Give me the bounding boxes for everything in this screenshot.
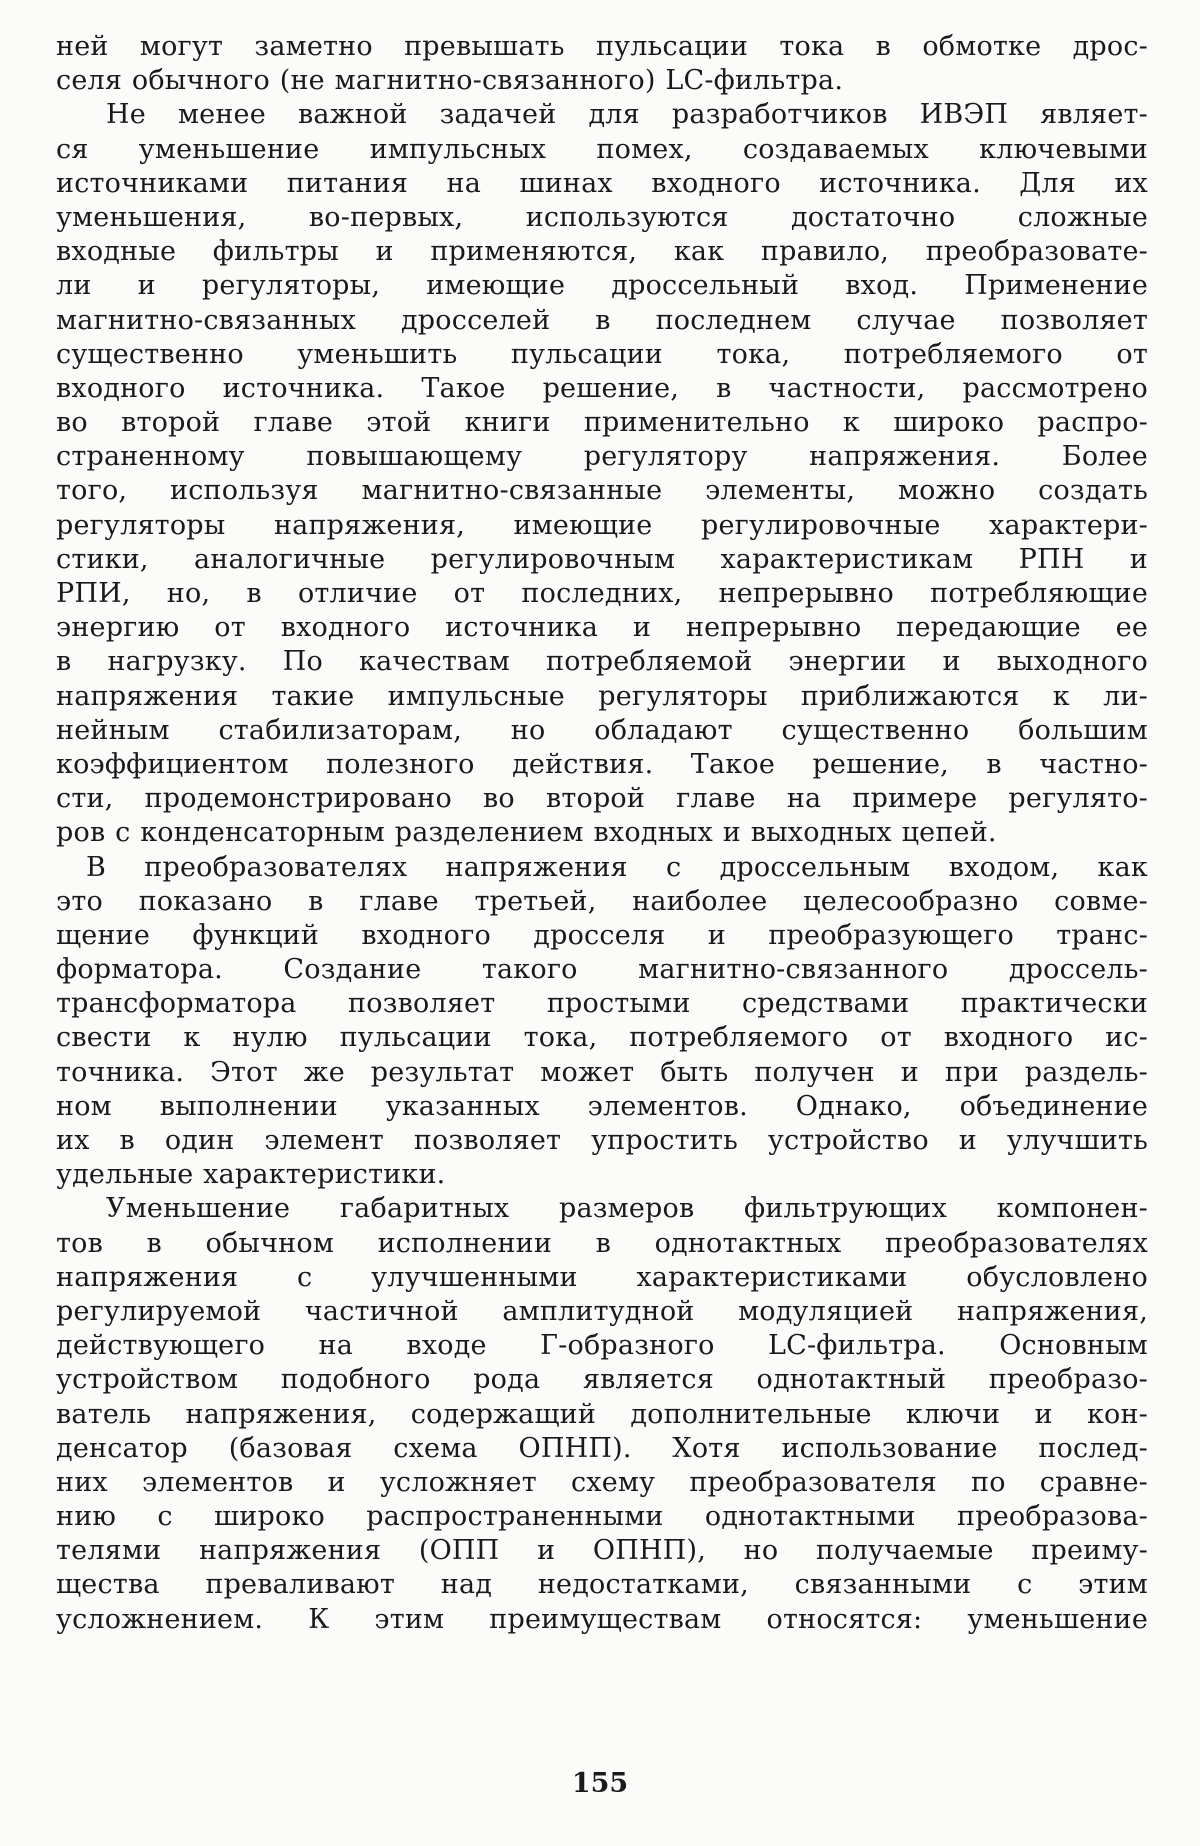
- text-line: источниками питания на шинах входного источника. Для их: [56, 167, 1148, 199]
- text-line: во второй главе этой книги применительно к широко распро-: [56, 407, 1148, 439]
- text-line: ся уменьшение импульсных помех, создаваемых ключевыми: [56, 133, 1148, 165]
- text-line: страненному повышающему регулятору напряжения. Более: [56, 441, 1148, 473]
- text-line: трансформатора позволяет простыми средствами практически: [56, 988, 1148, 1020]
- text-line: регулируемой частичной амплитудной модуляцией напряжения,: [56, 1295, 1148, 1327]
- paragraph: [56, 851, 1148, 1193]
- text-line: тов в обычном исполнении в однотактных преобразователях: [56, 1227, 1148, 1259]
- text-line: в нагрузку. По качествам потребляемой энергии и выходного: [56, 646, 1148, 678]
- paragraph: [56, 1192, 1148, 1636]
- text-line: них элементов и усложняет схему преобразователя по сравне-: [56, 1466, 1148, 1498]
- text-line: уменьшения, во-первых, используются достаточно сложные: [56, 201, 1148, 233]
- text-line: Не менее важной задачей для разработчиков ИВЭП являет-: [106, 99, 1148, 131]
- text-line: нию с широко распространенными однотактными преобразова-: [56, 1501, 1148, 1533]
- text-line: усложнением. К этим преимуществам относятся: уменьшение: [56, 1603, 1148, 1635]
- text-line: ли и регуляторы, имеющие дроссельный вход. Применение: [56, 270, 1148, 302]
- text-line: РПИ, но, в отличие от последних, непрерывно потребляющие: [56, 578, 1148, 609]
- text-line: ней могут заметно превышать пульсации тока в обмотке дрос-: [56, 31, 1148, 62]
- text-line: того, используя магнитно-связанные элементы, можно создать: [56, 475, 1148, 507]
- text-line: точника. Этот же результат может быть получен и при раздель-: [56, 1056, 1148, 1088]
- paragraph: [56, 98, 1148, 850]
- text-line: ров с конденсаторным разделением входных и выходных цепей.: [56, 817, 997, 849]
- text-line: входные фильтры и применяются, как правило, преобразовате-: [56, 236, 1148, 268]
- text-line: нейным стабилизаторам, но обладают существенно большим: [56, 714, 1148, 746]
- text-line: их в один элемент позволяет упростить устройство и улучшить: [56, 1125, 1148, 1156]
- text-line: действующего на входе Г-образного LC-фильтра. Основным: [56, 1330, 1148, 1362]
- text-line: напряжения такие импульсные регуляторы приближаются к ли-: [56, 680, 1148, 712]
- text-line: входного источника. Такое решение, в частности, рассмотрено: [56, 372, 1148, 404]
- text-line: устройством подобного рода является однотактный преобразо-: [56, 1364, 1148, 1396]
- text-line: напряжения с улучшенными характеристиками обусловлено: [56, 1261, 1148, 1293]
- text-line: это показано в главе третьей, наиболее целесообразно совме-: [56, 885, 1148, 917]
- text-line: сти, продемонстрировано во второй главе на примере регулято-: [56, 783, 1148, 815]
- text-line: ном выполнении указанных элементов. Однако, объединение: [56, 1090, 1148, 1122]
- text-line: свести к нулю пульсации тока, потребляемого от входного ис-: [56, 1022, 1148, 1054]
- text-line: магнитно-связанных дросселей в последнем случае позволяет: [56, 304, 1148, 336]
- text-line: селя обычного (не магнитно-связанного) LC-фильтра.: [56, 65, 844, 97]
- text-line: щества преваливают над недостатками, связанными с этим: [56, 1569, 1148, 1601]
- text-line: Уменьшение габаритных размеров фильтрующих компонен-: [106, 1193, 1148, 1225]
- text-line: В преобразователях напряжения с дроссельным входом, как: [86, 851, 1148, 883]
- body-text: [56, 30, 1148, 1637]
- text-line: коэффициентом полезного действия. Такое решение, в частно-: [56, 748, 1148, 780]
- text-line: телями напряжения (ОПП и ОПНП), но получаемые преиму-: [56, 1535, 1148, 1567]
- text-line: существенно уменьшить пульсации тока, потребляемого от: [56, 338, 1148, 370]
- text-line: удельные характеристики.: [56, 1159, 446, 1191]
- text-line: регуляторы напряжения, имеющие регулировочные характери-: [56, 509, 1148, 541]
- paragraph: [56, 30, 1148, 98]
- text-line: денсатор (базовая схема ОПНП). Хотя использование послед-: [56, 1432, 1148, 1464]
- text-line: стики, аналогичные регулировочным характеристикам РПН и: [56, 543, 1148, 575]
- text-line: щение функций входного дросселя и преобразующего транс-: [56, 919, 1148, 951]
- text-line: форматора. Создание такого магнитно-связанного дроссель-: [56, 954, 1148, 986]
- page-number: 155: [571, 1768, 629, 1799]
- text-line: энергию от входного источника и непрерывно передающие ее: [56, 612, 1148, 644]
- text-line: ватель напряжения, содержащий дополнительные ключи и кон-: [56, 1398, 1148, 1430]
